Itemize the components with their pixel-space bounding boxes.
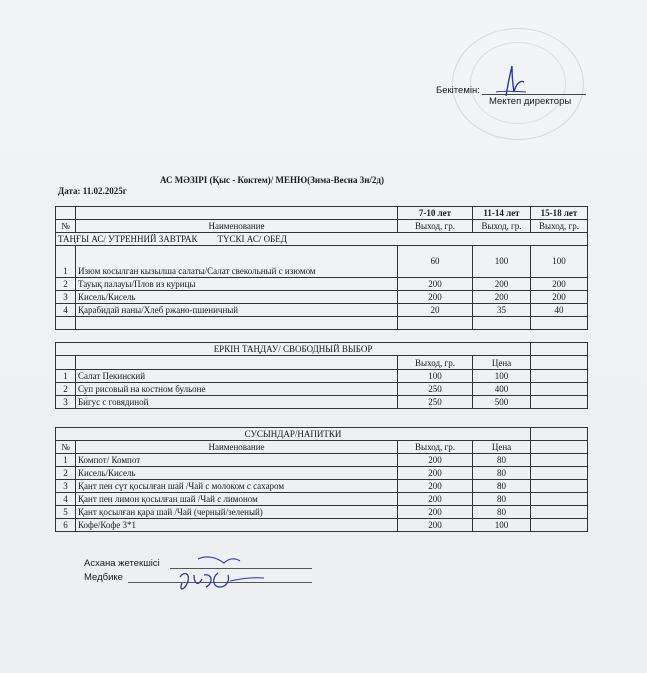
column-header-row: [56, 220, 588, 233]
approval-label: Бекітемін:: [436, 85, 480, 96]
col-output-header: Выход, гр.: [531, 220, 588, 233]
age-header-row: [56, 207, 588, 220]
section-breakfast: ТАҢҒЫ АС/ УТРЕННИЙ ЗАВТРАК: [58, 234, 198, 244]
col-price-header: Цена: [473, 356, 531, 370]
drinks-title-row: [56, 428, 588, 441]
approval-position: Мектеп директоры: [489, 96, 572, 107]
table-row: 3 Қант пен сүт қосылған шай /Чай с молоком с сахаром 200 80: [56, 480, 588, 493]
free-choice-title-row: [56, 343, 588, 356]
nurse-label: Медбике: [84, 572, 123, 583]
table-row: 4 Қарабидай наны/Хлеб ржано-пшеничный 20 35 40: [56, 304, 588, 317]
empty-row: [56, 317, 588, 330]
page-title: АС МӘЗІРІ (Қыс - Коктем)/ МЕНЮ(Зима-Весна 3н/2д): [160, 175, 384, 185]
table-row: 3 Бигус с говядиной 250 500: [56, 396, 588, 409]
age-header: 15-18 лет: [531, 207, 588, 220]
col-name-header: Наименование: [76, 441, 398, 454]
table-row: 5 Қант қосылған қара шай /Чай (черный/зеленый) 200 80: [56, 506, 588, 519]
director-signature-icon: [492, 62, 532, 100]
col-output-header: Выход, гр.: [398, 441, 473, 454]
section-lunch: ТҮСКІ АС/ ОБЕД: [217, 234, 287, 244]
table-row: 1 Изюм косылган кызылша салаты/Салат свекольный с изюмом 60 100 100: [56, 246, 588, 278]
table-row: 1 Компот/ Компот 200 80: [56, 454, 588, 467]
table-row: 1 Салат Пекинский 100 100: [56, 370, 588, 383]
column-header-row: [56, 356, 588, 370]
meal-sections-row: [56, 233, 588, 246]
col-output-header: Выход, гр.: [398, 356, 473, 370]
cook-label: Асхана жетекшісі: [84, 558, 160, 569]
handwritten-signature-icon: [168, 553, 268, 599]
col-price-header: Цена: [473, 441, 531, 454]
column-header-row: [56, 441, 588, 454]
col-name-header: Наименование: [76, 220, 398, 233]
table-row: 4 Қант пен лимон қосылған шай /Чай с лимоном 200 80: [56, 493, 588, 506]
age-header: 11-14 лет: [473, 207, 531, 220]
table-row: 2 Тауық палауы/Плов из курицы 200 200 200: [56, 278, 588, 291]
col-output-header: Выход, гр.: [473, 220, 531, 233]
col-num-header: №: [56, 441, 76, 454]
col-output-header: Выход, гр.: [398, 220, 473, 233]
age-header: 7-10 лет: [398, 207, 473, 220]
drinks-title: СУСЫНДАР/НАПИТКИ: [56, 428, 531, 441]
menu-date: Дата: 11.02.2025г: [58, 186, 127, 196]
main-menu-table: [55, 206, 588, 330]
col-num-header: №: [56, 220, 76, 233]
table-row: 2 Суп рисовый на костном бульоне 250 400: [56, 383, 588, 396]
free-choice-title: ЕРКІН ТАҢДАУ/ СВОБОДНЫЙ ВЫБОР: [56, 343, 531, 356]
table-row: 2 Кисель/Кисель 200 80: [56, 467, 588, 480]
drinks-table: [55, 427, 588, 532]
table-row: 3 Кисель/Кисель 200 200 200: [56, 291, 588, 304]
free-choice-table: [55, 342, 588, 409]
table-row: 6 Кофе/Кофе 3*1 200 100: [56, 519, 588, 532]
